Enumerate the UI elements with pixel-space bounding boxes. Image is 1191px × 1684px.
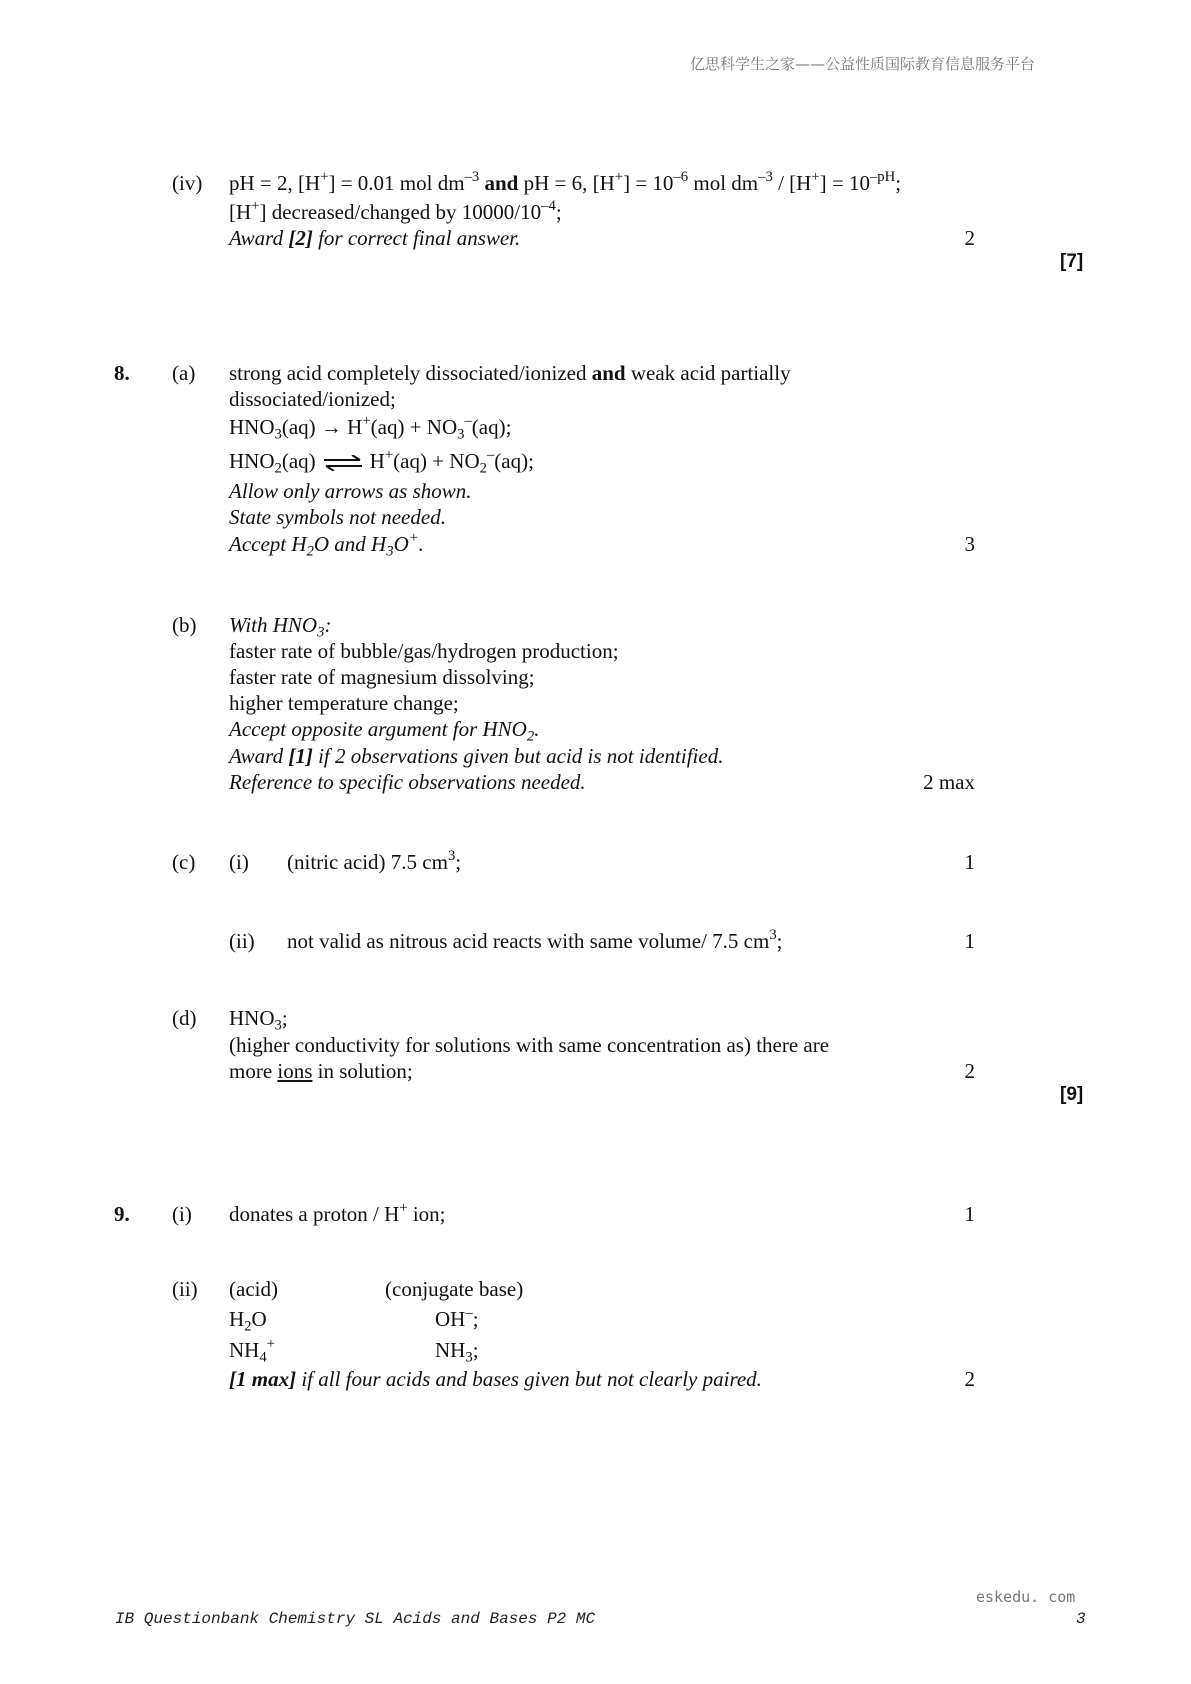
note-award-1: Award [1] if 2 observations given but acid is not identified. xyxy=(229,744,724,768)
mark-8b: 2 max xyxy=(923,770,975,794)
mark-8c-i: 1 xyxy=(964,850,975,874)
mark-8a: 3 xyxy=(964,532,975,556)
part-label-8b: (b) xyxy=(172,613,197,637)
subpart-label-8c-ii: (ii) xyxy=(229,929,255,953)
note-arrows: Allow only arrows as shown. xyxy=(229,479,472,503)
hno3-answer: $HNO_3$; xyxy=(229,1006,288,1034)
ph-calculation-line: pH = 2, [H+] = 0.01 mol $dm^{-3}$ and pH = 6, $[H^+] = 10^{-6}$ mol $dm^{-3} / [H^+] = 10^{-pH}$; xyxy=(229,169,902,195)
observation-3: higher temperature change; xyxy=(229,691,459,715)
conductivity-explanation-cont: more ions in solution; xyxy=(229,1059,413,1083)
question-number-8: 8. xyxy=(114,361,130,385)
bronsted-acid-definition: donates a proton / H+ ion; xyxy=(229,1200,446,1226)
part-label-8c: (c) xyxy=(172,850,196,874)
mark-9ii: 2 xyxy=(964,1367,975,1391)
hno3-equation: $HNO_3(aq) \to H^+(aq) + NO_3^-(aq)$; xyxy=(229,413,512,443)
mark-8c-ii: 1 xyxy=(964,929,975,953)
equilibrium-arrow-icon xyxy=(322,455,364,471)
page-number: 3 xyxy=(1076,1610,1086,1628)
acid-dissociation-text-cont: dissociated/ionized; xyxy=(229,387,396,411)
base-nh3: $NH_3$; xyxy=(435,1338,479,1366)
note-specific-observations: Reference to specific observations needed. xyxy=(229,770,586,794)
hno2-equation: $HNO_2(aq) H^+(aq) + NO_2^-(aq)$; xyxy=(229,447,534,477)
question-number-9: 9. xyxy=(114,1202,130,1226)
part-label-9ii: (ii) xyxy=(172,1277,198,1301)
mark-9i: 1 xyxy=(964,1202,975,1226)
note-state-symbols: State symbols not needed. xyxy=(229,505,446,529)
h-change-line: [H+] decreased/changed by $10000/10^{-4}$; xyxy=(229,198,562,224)
not-valid-statement: not valid as nitrous acid reacts with same volume/ 7.5 $cm^3$; xyxy=(287,927,783,953)
acid-dissociation-text: strong acid completely dissociated/ionized and weak acid partially xyxy=(229,361,791,385)
observation-2: faster rate of magnesium dissolving; xyxy=(229,665,535,689)
award-note: Award [2] for correct final answer. xyxy=(229,226,521,250)
mark-iv: 2 xyxy=(964,226,975,250)
part-label-iv: (iv) xyxy=(172,171,203,195)
conductivity-explanation: (higher conductivity for solutions with same concentration as) there are xyxy=(229,1033,830,1057)
site-header: 亿思科学生之家——公益性质国际教育信息服务平台 xyxy=(690,55,1036,73)
observation-1: faster rate of bubble/gas/hydrogen production; xyxy=(229,639,619,663)
part-label-9i: (i) xyxy=(172,1202,192,1226)
acid-column-header: (acid) xyxy=(229,1277,278,1301)
conjugate-base-column-header: (conjugate base) xyxy=(385,1277,524,1301)
total-marks-9: [9] xyxy=(1060,1084,1084,1105)
note-accept-h3o: Accept $H_2O$ and $H_3O^+$. xyxy=(229,530,424,560)
subpart-label-8c-i: (i) xyxy=(229,850,249,874)
with-hno3-heading: With $HNO_3$: xyxy=(229,613,332,641)
total-marks-7: [7] xyxy=(1060,251,1084,272)
base-oh: OH–; xyxy=(435,1305,479,1331)
part-label-8a: (a) xyxy=(172,361,196,385)
nitric-acid-volume: (nitric acid) 7.5 $cm^3$; xyxy=(287,848,462,874)
acid-h2o: $H_2O$ xyxy=(229,1307,267,1335)
mark-8d: 2 xyxy=(964,1059,975,1083)
note-1-max: [1 max] if all four acids and bases given but not clearly paired. xyxy=(229,1367,762,1391)
part-label-8d: (d) xyxy=(172,1006,197,1030)
note-opposite-argument: Accept opposite argument for $HNO_2$. xyxy=(229,717,540,745)
watermark: eskedu. com xyxy=(976,1588,1076,1606)
acid-nh4: $NH_4^+$ xyxy=(229,1336,275,1366)
footer-title: IB Questionbank Chemistry SL Acids and Bases P2 MC xyxy=(115,1610,596,1628)
